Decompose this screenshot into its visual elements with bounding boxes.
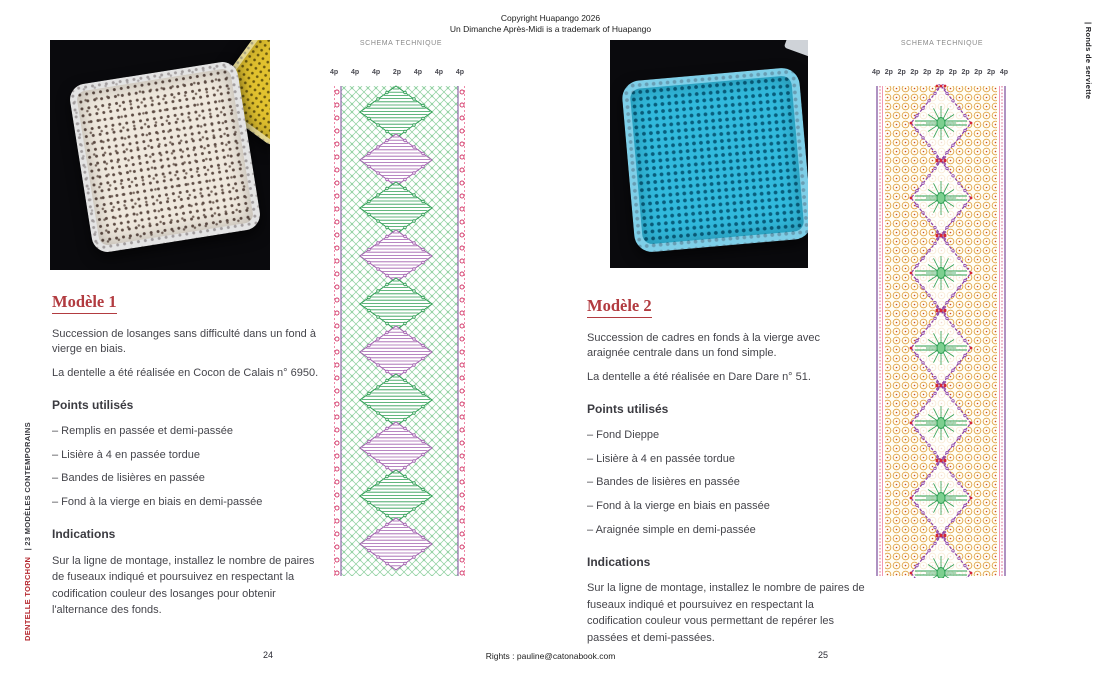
- points-list-left: [52, 424, 322, 510]
- point-item: – Fond à la vierge en biais en demi-passée: [52, 495, 263, 508]
- indications-heading-right: Indications: [587, 554, 651, 569]
- lace-box-white: [68, 60, 263, 255]
- model-2-text-column: [587, 295, 865, 655]
- indications-text-right: Sur la ligne de montage, installez le nombre de paires de fuseaux indiqué et poursuivez en respectant la codification couleur vous permettant de repérer les passées et demi-passées.: [587, 582, 865, 644]
- model-2-description-2: La dentelle a été réalisée en Dare Dare n° 51.: [587, 371, 811, 384]
- schema-technique-label-right: SCHEMA TECHNIQUE: [900, 40, 984, 47]
- point-item: – Bandes de lisières en passée: [52, 472, 205, 485]
- model-2-description-1: Succession de cadres en fonds à la vierge avec araignée centrale dans un fond simple.: [587, 331, 820, 359]
- points-heading-left: Points utilisés: [52, 398, 134, 413]
- pair-count-label: 4p: [434, 69, 444, 76]
- points-list-right: [587, 428, 865, 538]
- pair-count-label: 2p: [987, 69, 996, 76]
- pair-count-label: 4p: [872, 69, 881, 76]
- point-item: – Fond Dieppe: [587, 428, 660, 441]
- pair-count-label: 4p: [455, 69, 464, 76]
- model-1-title: Modèle 1: [52, 291, 322, 314]
- spine-title: DENTELLE TORCHON: [23, 556, 32, 641]
- pair-count-row-left: [330, 69, 464, 76]
- pair-count-label: 4p: [371, 69, 381, 76]
- photo-model-1: [50, 40, 270, 270]
- lace-schema-model-2: [874, 84, 1008, 578]
- indications-text-left: Sur la ligne de montage, installez le nombre de paires de fuseaux indiqué et poursuivez en respectant la codification couleur des losanges pour obtenir l'alternance des fonds.: [52, 554, 315, 617]
- copyright-line-2: Un Dimanche Après-Midi is a trademark of Huapango: [449, 23, 652, 34]
- pair-count-label: 4p: [999, 69, 1008, 76]
- lace-box-turquoise: [621, 67, 808, 254]
- pair-count-label: 2p: [910, 69, 919, 76]
- model-2-title: Modèle 2: [587, 295, 865, 318]
- model-1-description-1: Succession de losanges sans difficulté dans un fond à vierge en biais.: [52, 327, 316, 355]
- model-1-description-2: La dentelle a été réalisée en Cocon de Calais n° 6950.: [52, 367, 319, 380]
- page-number-right: 25: [817, 650, 828, 660]
- pair-count-label: 2p: [884, 69, 893, 76]
- rights-line: Rights : pauline@catonabook.com: [485, 651, 616, 661]
- copyright-block: [0, 13, 1101, 34]
- lace-item-corner: [784, 40, 808, 58]
- point-item: – Bandes de lisières en passée: [587, 476, 740, 489]
- point-item: – Lisière à 4 en passée tordue: [52, 448, 200, 461]
- pair-count-label: 2p: [974, 69, 983, 76]
- point-item: – Remplis en passée et demi-passée: [52, 424, 233, 437]
- model-1-text-column: [52, 291, 322, 628]
- points-heading-right: Points utilisés: [587, 402, 669, 417]
- photo-model-2: [610, 40, 808, 268]
- pair-count-label: 4p: [330, 69, 339, 76]
- point-item: – Araignée simple en demi-passée: [587, 523, 756, 536]
- point-item: – Lisière à 4 en passée tordue: [587, 452, 735, 465]
- pair-count-label: 2p: [897, 69, 906, 76]
- chapter-label: | Ronds de serviette: [1084, 22, 1093, 100]
- pair-count-label: 4p: [413, 69, 423, 76]
- pair-count-label: 2p: [935, 69, 945, 76]
- point-item: – Fond à la vierge en biais en passée: [587, 499, 770, 512]
- pair-count-row-right: [872, 69, 1008, 76]
- pair-count-label: 2p: [961, 69, 970, 76]
- page-number-left: 24: [262, 650, 273, 660]
- pair-count-label: 4p: [350, 69, 360, 76]
- copyright-line-1: Copyright Huapango 2026: [500, 13, 601, 23]
- spine-subtitle: | 23 MODÈLES CONTEMPORAINS: [23, 422, 32, 551]
- schema-technique-label-left: SCHEMA TECHNIQUE: [359, 40, 443, 47]
- pair-count-label: 2p: [392, 69, 402, 76]
- lace-schema-model-1: [332, 84, 467, 578]
- spine-book-title: [23, 422, 32, 641]
- pair-count-label: 2p: [923, 69, 932, 76]
- pair-count-label: 2p: [948, 69, 957, 76]
- indications-heading-left: Indications: [52, 527, 116, 542]
